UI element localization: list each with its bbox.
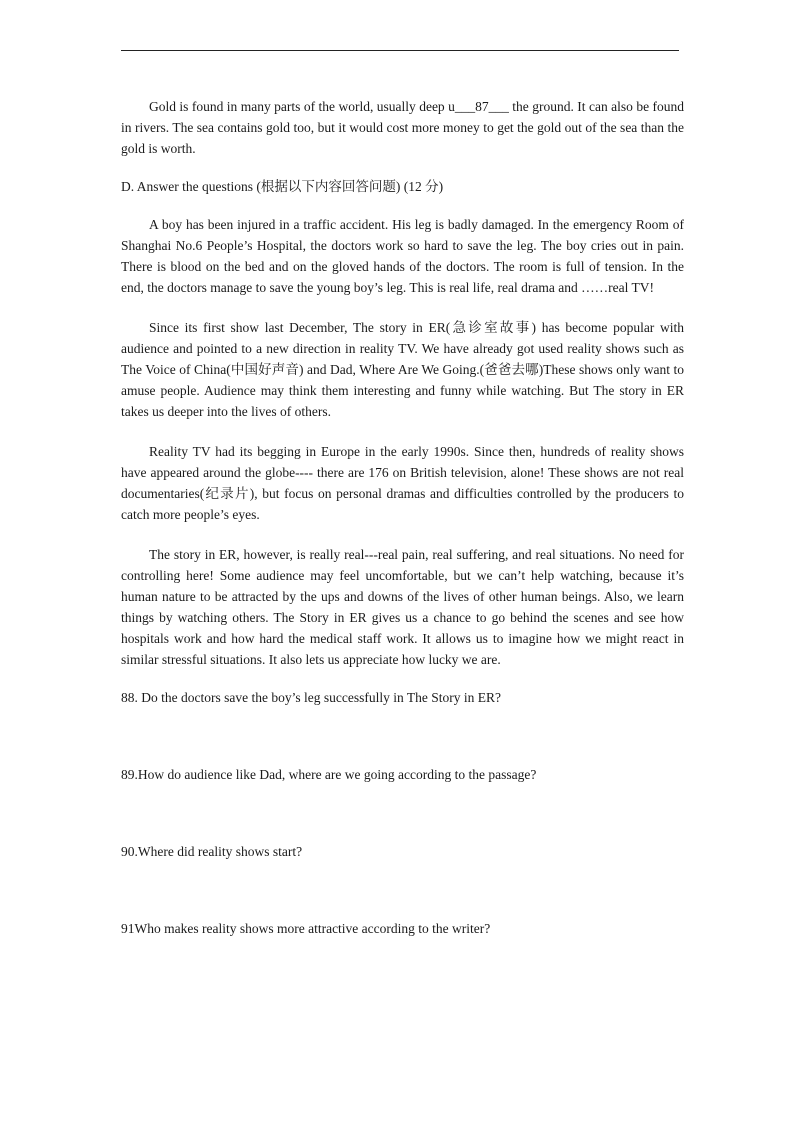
question-90: 90.Where did reality shows start?	[121, 844, 303, 859]
section-heading: D. Answer the questions (根据以下内容回答问题) (12 分)	[121, 179, 444, 194]
reading-paragraph-4: The story in ER, however, is really real---real pain, real suffering, and real situations. No need for controlling here! Some audience may feel uncomfortable, but we can’t help watching, because it’s human nature to be attracted by the ups and downs of the lives of other human beings. Also, we learn things by watching others. The Story in ER gives us a chance to go behind the scenes and see how hospitals work and how hard the medical staff work. It allows us to imagine how we might react in similar stressful situations. It also lets us appreciate how lucky we are.	[121, 547, 684, 667]
question-88: 88. Do the doctors save the boy’s leg successfully in The Story in ER?	[121, 690, 501, 705]
document-page	[121, 96, 684, 939]
reading-paragraph-2: Since its first show last December, The story in ER(急诊室故事) has become popular with audience and pointed to a new direction in reality TV. We have already got used reality shows such as The Voice of China(中国好声音) and Dad, Where Are We Going.(爸爸去哪)These shows only want to amuse people. Audience may think them interesting and funny while watching. But The story in ER takes us deeper into the lives of others.	[121, 320, 684, 419]
question-91: 91Who makes reality shows more attractive according to the writer?	[121, 921, 491, 936]
passage-paragraph-gold: Gold is found in many parts of the world, usually deep u___87___ the ground. It can also be found in rivers. The sea contains gold too, but it would cost more money to get the gold out of the sea than the gold is worth.	[121, 99, 684, 156]
reading-paragraph-3: Reality TV had its begging in Europe in the early 1990s. Since then, hundreds of reality shows have appeared around the globe---- there are 176 on British television, alone! These shows are not real documentaries(纪录片), but focus on personal dramas and difficulties controlled by the producers to catch more people’s eyes.	[121, 444, 684, 522]
header-rule	[121, 50, 679, 51]
reading-paragraph-1: A boy has been injured in a traffic accident. His leg is badly damaged. In the emergency Room of Shanghai No.6 People’s Hospital, the doctors work so hard to save the leg. The boy cries out in pain. There is blood on the bed and on the gloved hands of the doctors. The room is full of tension. In the end, the doctors manage to save the young boy’s leg. This is real life, real drama and ……real TV!	[121, 217, 684, 295]
question-89: 89.How do audience like Dad, where are we going according to the passage?	[121, 767, 537, 782]
